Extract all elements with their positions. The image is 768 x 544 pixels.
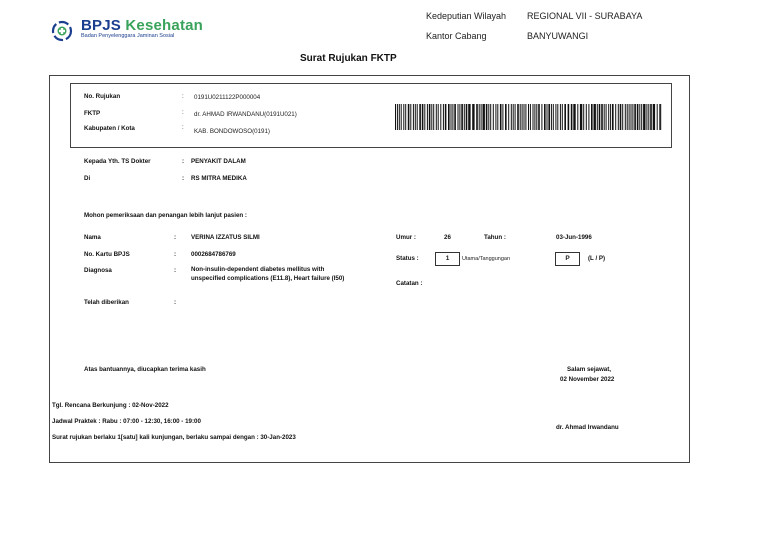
jadwal-praktek: Jadwal Praktek : Rabu : 07:00 - 12:30, 16:00 - 19:00 (52, 418, 201, 425)
logo-brand-kesehatan: Kesehatan (125, 17, 204, 34)
tanggal-surat: 02 November 2022 (560, 376, 615, 383)
rujukan-barcode (395, 104, 662, 130)
salam-text: Salam sejawat, (567, 366, 612, 373)
colon: : (182, 124, 184, 131)
kantor-label: Kantor Cabang (426, 31, 487, 41)
dokter-name: dr. Ahmad Irwandanu (556, 424, 619, 431)
fktp-label: FKTP (84, 110, 101, 117)
logo-brand: BPJS (81, 17, 121, 34)
logo-subtitle: Badan Penyelenggara Jaminan Sosial (81, 33, 175, 39)
rencana-berkunjung: Tgl. Rencana Berkunjung : 02-Nov-2022 (52, 402, 169, 409)
colon: : (174, 267, 177, 274)
kabupaten-value: KAB. BONDOWOSO(0191) (194, 128, 270, 135)
no-rujukan-value: 0191U0211122P000004 (194, 94, 261, 101)
catatan-label: Catatan : (396, 280, 423, 287)
masa-berlaku: Surat rujukan berlaku 1[satu] kali kunjungan, berlaku sampai dengan : 30-Jan-2023 (52, 434, 296, 441)
document-title: Surat Rujukan FKTP (300, 53, 397, 64)
diagnosa-label: Diagnosa (84, 267, 112, 274)
di-label: Di (84, 175, 91, 182)
kedeputian-value: REGIONAL VII - SURABAYA (527, 11, 643, 21)
kartu-value: 0002684786769 (191, 251, 236, 258)
closing-text: Atas bantuannya, diucapkan terima kasih (84, 366, 206, 373)
tanggal-lahir: 03-Jun-1996 (556, 234, 592, 241)
jenis-kelamin-desc: (L / P) (588, 255, 606, 262)
diagnosa-line1: Non-insulin-dependent diabetes mellitus with (191, 266, 325, 273)
jenis-kelamin-box: P (555, 252, 580, 266)
status-box: 1 (435, 252, 460, 266)
diagnosa-line2: unspecified complications (E11.8), Heart failure (I50) (191, 275, 345, 282)
mohon-text: Mohon pemeriksaan dan penangan lebih lanjut pasien : (84, 212, 247, 219)
no-rujukan-label: No. Rujukan (84, 93, 121, 100)
di-value: RS MITRA MEDIKA (191, 175, 247, 182)
fktp-value: dr. AHMAD IRWANDANU(0191U021) (194, 111, 297, 118)
colon: : (174, 234, 177, 241)
tahun-label: Tahun : (484, 234, 506, 241)
kepada-value: PENYAKIT DALAM (191, 158, 246, 165)
kabupaten-label: Kabupaten / Kota (84, 125, 135, 132)
colon: : (174, 251, 177, 258)
umur-label: Umur : (396, 234, 416, 241)
kedeputian-label: Kedeputian Wilayah (426, 11, 507, 21)
nama-value: VERINA IZZATUS SILMI (191, 234, 260, 241)
colon: : (174, 299, 177, 306)
status-label: Status : (396, 255, 419, 262)
colon: : (182, 158, 185, 165)
nama-label: Nama (84, 234, 101, 241)
kantor-value: BANYUWANGI (527, 31, 589, 41)
colon: : (182, 93, 184, 100)
bpjs-logo-icon (51, 20, 73, 42)
diberikan-label: Telah diberikan (84, 299, 129, 306)
logo-wordmark (81, 17, 203, 34)
colon: : (182, 175, 185, 182)
colon: : (182, 109, 184, 116)
kartu-label: No. Kartu BPJS (84, 251, 130, 258)
status-desc: Utama/Tanggungan (462, 256, 511, 262)
umur-value: 26 (444, 234, 451, 241)
kepada-label: Kepada Yth. TS Dokter (84, 158, 151, 165)
